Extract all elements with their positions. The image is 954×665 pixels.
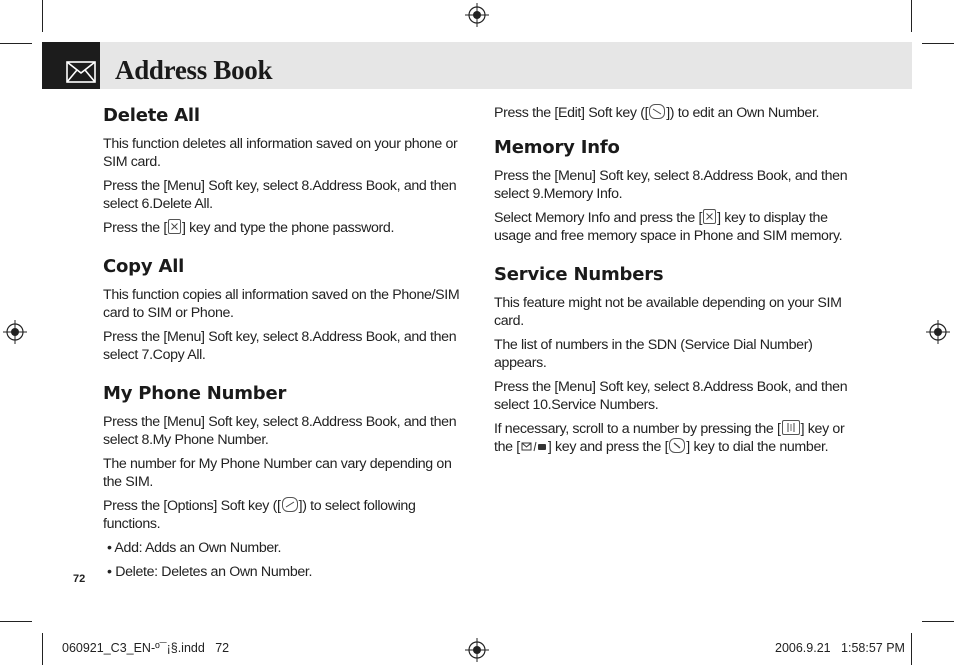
- crop-mark: [42, 0, 43, 32]
- section-heading-delete-all: Delete All: [103, 105, 200, 126]
- left-column: [103, 104, 463, 587]
- bullet-item: • Add: Adds an Own Number.: [107, 540, 282, 556]
- text-fragment: ] key and press the [: [547, 439, 669, 455]
- paragraph: [103, 219, 463, 237]
- crop-mark: [911, 0, 912, 32]
- text-fragment: ]) to select following functions.: [103, 498, 416, 532]
- section-heading-copy-all: Copy All: [103, 256, 185, 277]
- footer-timestamp: 2006.9.21 1:58:57 PM: [775, 641, 905, 655]
- left-soft-key-icon: [282, 497, 298, 512]
- text-fragment: Press the [: [103, 220, 167, 236]
- crop-mark: [0, 43, 32, 44]
- text-fragment: ] key and type the phone password.: [181, 220, 395, 236]
- crop-mark: [0, 621, 32, 622]
- paragraph: Press the [Menu] Soft key, select 8.Address Book, and then select 9.Memory Info.: [494, 168, 848, 202]
- paragraph: [494, 104, 854, 122]
- ok-key-icon: [703, 209, 716, 224]
- right-soft-key-icon: [649, 104, 665, 119]
- bullet-item: • Delete: Deletes an Own Number.: [107, 564, 313, 580]
- page-number: 72: [73, 573, 86, 585]
- envelope-icon: [66, 61, 96, 83]
- message-phonebook-key-icon: [521, 440, 547, 453]
- page-title: Address Book: [115, 55, 273, 85]
- registration-mark-icon: [3, 320, 27, 344]
- text-fragment: Press the [Options] Soft key ([: [103, 498, 281, 514]
- paragraph: This function deletes all information saved on your phone or SIM card.: [103, 136, 458, 170]
- crop-mark: [42, 633, 43, 665]
- paragraph: Press the [Menu] Soft key, select 8.Address Book, and then select 10.Service Numbers.: [494, 379, 848, 413]
- paragraph: Press the [Menu] Soft key, select 8.Address Book, and then select 6.Delete All.: [103, 178, 457, 212]
- paragraph: [494, 209, 854, 245]
- section-heading-service-numbers: Service Numbers: [494, 264, 664, 285]
- footer-filename: 060921_C3_EN-º¯¡§.indd 72: [62, 641, 230, 655]
- paragraph: The list of numbers in the SDN (Service Dial Number) appears.: [494, 337, 813, 371]
- registration-mark-icon: [465, 3, 489, 27]
- registration-mark-icon: [926, 320, 950, 344]
- paragraph: This function copies all information saved on the Phone/SIM card to SIM or Phone.: [103, 287, 460, 321]
- paragraph: [494, 420, 854, 456]
- paragraph: The number for My Phone Number can vary depending on the SIM.: [103, 456, 452, 490]
- text-fragment: ] key or the [: [494, 421, 845, 455]
- text-fragment: ]) to edit an Own Number.: [666, 105, 820, 121]
- text-fragment: ] key to display the usage and free memory space in Phone and SIM memory.: [494, 210, 843, 244]
- paragraph: Press the [Menu] Soft key, select 8.Address Book, and then select 7.Copy All.: [103, 329, 457, 363]
- paragraph: [103, 497, 463, 533]
- ok-key-icon: [168, 219, 181, 234]
- right-column: [494, 104, 854, 462]
- text-fragment: Select Memory Info and press the [: [494, 210, 703, 226]
- section-heading-memory-info: Memory Info: [494, 137, 620, 158]
- crop-mark: [911, 633, 912, 665]
- registration-mark-icon: [465, 638, 489, 662]
- send-key-icon: [669, 438, 685, 453]
- paragraph: This feature might not be available depending on your SIM card.: [494, 295, 842, 329]
- text-fragment: If necessary, scroll to a number by pressing the [: [494, 421, 781, 437]
- section-heading-my-phone-number: My Phone Number: [103, 383, 287, 404]
- crop-mark: [922, 621, 954, 622]
- paragraph: Press the [Menu] Soft key, select 8.Address Book, and then select 8.My Phone Number.: [103, 414, 457, 448]
- crop-mark: [922, 43, 954, 44]
- text-fragment: Press the [Edit] Soft key ([: [494, 105, 649, 121]
- text-fragment: ] key to dial the number.: [686, 439, 829, 455]
- navigation-key-icon: [782, 420, 800, 435]
